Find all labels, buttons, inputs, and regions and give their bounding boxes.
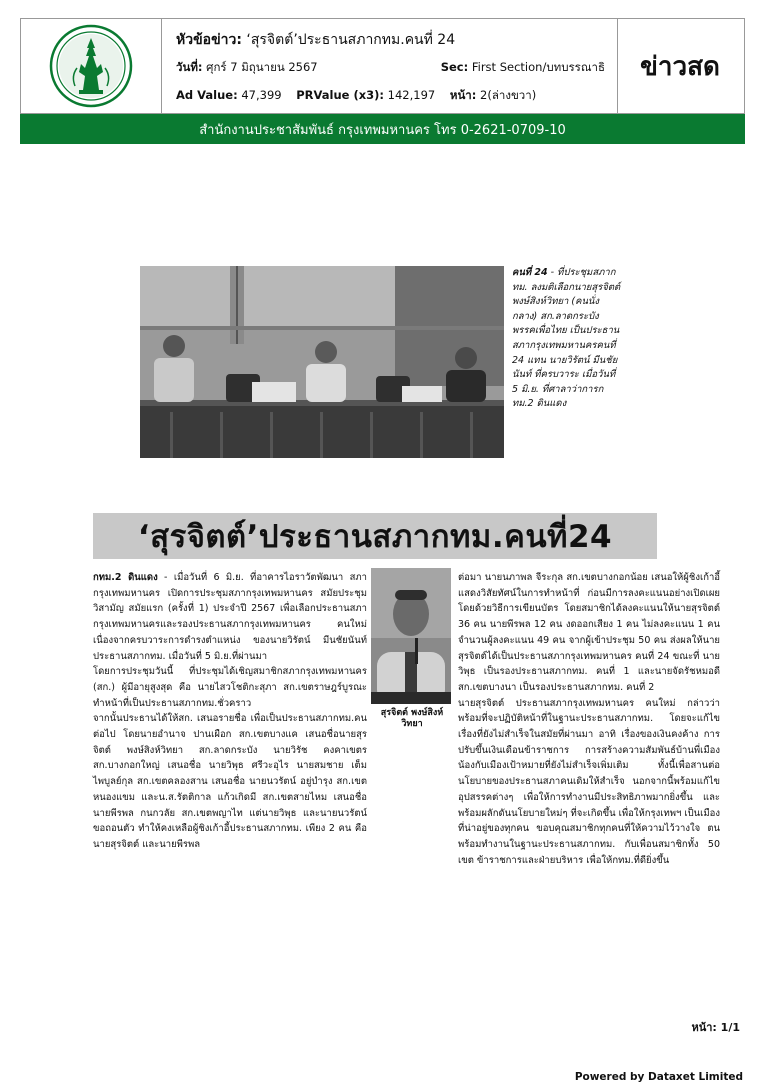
- article-paragraph: [93, 570, 367, 664]
- clipping-info: [162, 19, 618, 113]
- headline: ‘สุรจิตต์’ประธานสภากทม.คนที่24: [93, 513, 657, 559]
- news-title-label: หัวข้อข่าว:: [176, 32, 242, 48]
- portrait-photo: [371, 568, 451, 704]
- photo-caption-body: - ที่ประชุมสภากทม. ลงมติเลือกนายสุรจิตต์ พงษ์สิงห์วิทยา (คนนั่งกลาง) สก.ลาดกระบัง พรรคเพื่อไทย เป็นประธานสภากรุงเทพมหานครคนที่ 24 แทน นายวิรัตน์ มีนชัยนันท์ ที่ครบวาระ เมื่อวันที่ 5 มิ.ย. ที่ศาลาว่าการกทม.2 ดินแดง: [512, 267, 621, 410]
- pr-office-banner: สำนักงานประชาสัมพันธ์ กรุงเทพมหานคร โทร 0-2621-0709-10: [20, 114, 745, 144]
- photo-caption: [512, 266, 624, 412]
- dateline: กทม.2 ดินแดง: [93, 572, 158, 583]
- article-paragraph: โดยการประชุมวันนี้ ที่ประชุมได้เชิญสมาชิกสภากรุงเทพมหานคร (สก.) ผู้มีอายุสูงสุด คือ นายไสวโชติกะสุภา สก.เขตราษฎร์บูรณะ ทำหน้าที่เป็นประธานสภากทม.ชั่วคราว: [93, 666, 367, 709]
- logo-box: [21, 19, 162, 113]
- article-paragraph: จากนั้นประธานได้ให้สก. เสนอรายชื่อ เพื่อเป็นประธานสภากทม.คนต่อไป โดยนายอำนาจ ปานเผือก สก.เขตบางแค เสนอชื่อนายสุรจิตต์ พงษ์สิงห์วิทยา สก.ลาดกระบัง นายวิรัช คงคาเขตร สก.บางกอกใหญ่ เสนอชื่อ นายวิพุธ ศรีวะอุไร นายสมชาย เต็มไพบูลย์กุล สก.เขตคลองสาน เสนอชื่อ นายนวรัตน์ อยู่บำรุง สก.เขตหนองแขม และน.ส.รัตติกาล แก้วเกิดมี สก.เขตสายไหม เสนอชื่อ นายพีรพล กนกวลัย สก.เขตพญาไท แต่นายวิพุธ และนายนวรัตน์ ขอถอนตัว ทำให้คงเหลือผู้ชิงเก้าอี้ประธานสภากทม. เพียง 2 คน คือ นายสุรจิตต์ และนายพีรพล: [93, 713, 367, 850]
- ad-value-label: Ad Value:: [176, 88, 238, 102]
- powered-by: Powered by Dataxet Limited: [574, 1071, 743, 1083]
- article-paragraph: ต่อมา นายนภาพล จีระกุล สก.เขตบางกอกน้อย เสนอให้ผู้ชิงเก้าอี้ แสดงวิสัยทัศน์ในการทำหน้าที่ ก่อนมีการลงคะแนนอย่างเปิดเผย โดยด้วยวิธีการเขียนบัตร โดยสมาชิกได้ลงคะแนนให้นายสุรจิตต์ 36 คน นายพีรพล 12 คน งดออกเสียง 1 คน ไม่ลงคะแนน 1 คน จำนวนผู้ลงคะแนน 49 คน จากผู้เข้าประชุม 50 คน ส่งผลให้นายสุรจิตต์ได้เป็นประธานสภากรุงเทพมหานคร คนที่ 24 ขณะที่ นายวิพุธ เป็นรองประธานสภากทม. คนที่ 1 และนายจัดรัชหมอดี สก.เขตบางนา เป็นรองประธานสภากทม. คนที่ 2: [458, 572, 720, 693]
- date-label: วันที่:: [176, 60, 203, 74]
- clipping-header: [20, 18, 745, 114]
- paragraph-text: - เมื่อวันที่ 6 มิ.ย. ที่อาคารไอราวัตพัฒนา สภากรุงเทพมหานคร เปิดการประชุมสภากรุงเทพมหานคร สมัยประชุมวิสามัญ สมัยแรก (ครั้งที่ 1) ประจำปี 2567 เพื่อเลือกประธานสภากรุงเทพมหานครและรองประธานสภากรุงเทพมหานคร คนใหม่ เนื่องจากครบวาระการดำรงตำแหน่ง ของนายวิรัตน์ มีนชัยนันท์ ประธานสภากทม. เมื่อวันที่ 5 มิ.ย.ที่ผ่านมา: [93, 572, 367, 662]
- council-meeting-photo: [140, 266, 504, 458]
- page-value: 2(ล่างขวา): [480, 88, 537, 102]
- page-number: หน้า: 1/1: [691, 1021, 740, 1034]
- news-title-row: [176, 29, 455, 51]
- photo-caption-lead: คนที่ 24: [512, 267, 548, 278]
- section-label: Sec:: [440, 60, 469, 74]
- news-title-value: ‘สุรจิตต์’ประธานสภากทม.คนที่ 24: [246, 32, 456, 48]
- ad-value: 47,399: [241, 88, 282, 102]
- pr-value-label: PRValue (x3):: [296, 88, 385, 102]
- newspaper-name: ข่าวสด: [640, 51, 720, 82]
- date-row: [176, 59, 318, 77]
- value-row: [176, 87, 536, 105]
- portrait-caption: สุรจิตต์ พงษ์สิงห์วิทยา: [380, 708, 444, 729]
- section-row: [441, 59, 605, 77]
- page-label: หน้า:: [449, 88, 477, 102]
- section-value: First Section/บทบรรณาธิ: [471, 60, 605, 74]
- bma-seal-icon: [49, 24, 133, 108]
- date-value: ศุกร์ 7 มิถุนายน 2567: [206, 60, 318, 74]
- article-left-column: [93, 570, 367, 853]
- article-paragraph: นายสุรจิตต์ ประธานสภากรุงเทพมหานคร คนใหม่ กล่าวว่า พร้อมที่จะปฏิบัติหน้าที่ในฐานะประธานสภากทม. โดยจะแก้ไขเรื่องที่ยังไม่สำเร็จในสมัยที่ผ่านมา อาทิ เรื่องของเงินคงค้าง การปรับขึ้นเงินเดือนข้าราชการ การสร้างความสัมพันธ์บ้านพี่เมืองน้องกับเมืองเป้าหมายที่ยังไม่สำเร็จเพิ่มเติม ทั้งนี้เพื่อสานต่อนโยบายของประธานสภาคนเดิมให้สำเร็จ นอกจากนี้พร้อมแก้ไขอุปสรรคต่างๆ เพื่อให้การทำงานมีประสิทธิภาพมากยิ่งขึ้น และพร้อมผลักดันนโยบายใหม่ๆ ที่จะเกิดขึ้น เพื่อให้กรุงเทพฯ เป็นเมืองที่น่าอยู่ของทุกคน ขอบคุณสมาชิกทุกคนที่ให้ความไว้วางใจ ตนพร้อมทำงานในฐานะประธานสภากทม. กับเพื่อนสมาชิกทั้ง 50 เขต ข้าราชการและฝ่ายบริหาร เพื่อให้กทม.ที่ดียิ่งขึ้น: [458, 697, 720, 866]
- pr-value: 142,197: [387, 88, 436, 102]
- article-right-column: [458, 570, 720, 868]
